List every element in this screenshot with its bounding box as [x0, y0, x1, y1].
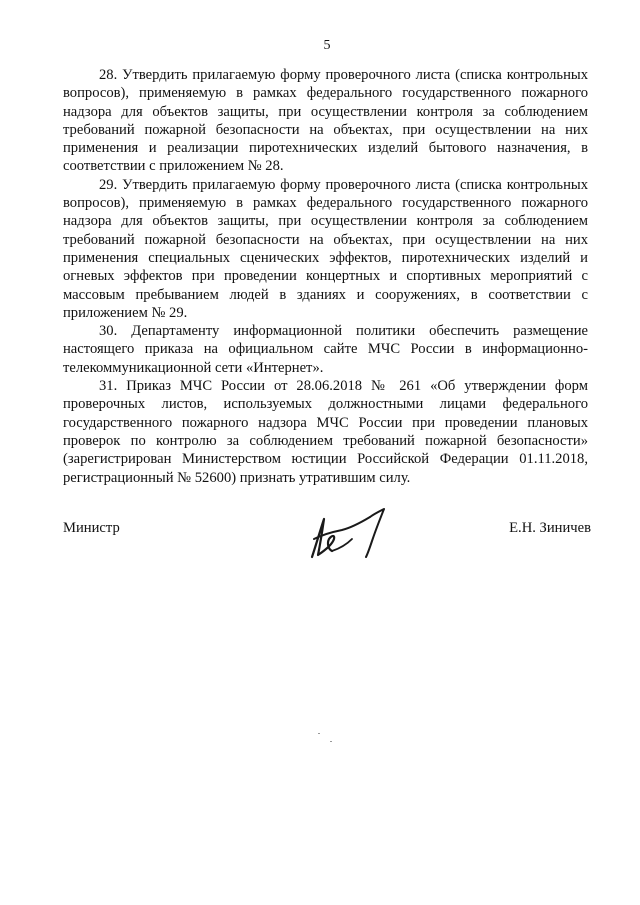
page-number: 5 — [323, 38, 331, 53]
signer-title: Министр — [63, 520, 120, 536]
scan-speck — [318, 733, 320, 734]
handwritten-signature — [302, 505, 392, 565]
paragraph-31: 31. Приказ МЧС России от 28.06.2018 № 261 «Об утверждении форм проверочных листов, используемых должностными лицами федерального государственного пожарного надзора МЧС России при проведении плановых проверок по контролю за соблюдением требований пожарной безопасности» (зарегистрирован Министерством юстиции Российской Федерации 01.11.2018, регистрационный № 52600) признать утратившим силу. — [63, 378, 588, 486]
paragraph-28: 28. Утвердить прилагаемую форму проверочного листа (списка контрольных вопросов), применяемую в рамках федерального государственного пожарного надзора для объектов защиты, при осуществлении контроля за соблюдением требований пожарной безопасности на объектах, при осуществлении на них применения и реализации пиротехнических изделий бытового назначения, в соответствии с приложением № 28. — [63, 67, 588, 175]
document-body — [63, 66, 588, 487]
paragraph-29: 29. Утвердить прилагаемую форму проверочного листа (списка контрольных вопросов), применяемую в рамках федерального государственного пожарного надзора для объектов защиты, при осуществлении контроля за соблюдением требований пожарной безопасности на объектах, при осуществлении на них применения специальных сценических эффектов, пиротехнических изделий и огневых эффектов при проведении концертных и спортивных мероприятий с массовым пребыванием людей в зданиях и сооружениях, в соответствии с приложением № 29. — [63, 176, 588, 321]
paragraph-30: 30. Департаменту информационной политики обеспечить размещение настоящего приказа на официальном сайте МЧС России в информационно-телекоммуникационной сети «Интернет». — [63, 323, 588, 376]
signer-name: Е.Н. Зиничев — [509, 520, 591, 536]
scan-speck — [330, 741, 332, 742]
